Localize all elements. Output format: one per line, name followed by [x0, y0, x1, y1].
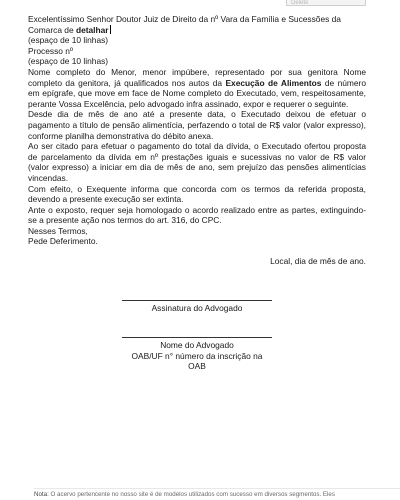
salutation-bold-text: detalhar	[75, 24, 109, 35]
signature-block	[122, 300, 272, 314]
paragraph-debt: Desde dia de mês de ano até a presente data, o Executado deixou de efetuar o pagamento a título de pensão alimentícia, perfazendo o total de R$ valor (valor expresso), conforme planilha demonstrativa do débito anexa.	[28, 109, 366, 141]
footer-note	[34, 488, 400, 499]
paragraph-request: Ante o exposto, requer seja homologado o acordo realizado entre as partes, extinguindo-se a presente ação nos termos do art. 316, do CPC.	[28, 204, 366, 226]
signature-line	[122, 300, 272, 301]
paragraph-agreement: Com efeito, o Exequente informa que concorda com os termos da referida proposta, devendo a presente execução ser extinta.	[28, 183, 366, 205]
closing-request: Pede Deferimento.	[28, 236, 98, 247]
signature-label: Assinatura do Advogado	[151, 302, 243, 313]
paragraph-intro-bold: Execução de Alimentos	[225, 77, 322, 88]
place-date: Local, dia de mês de ano.	[270, 256, 366, 267]
space-note-1: (espaço de 10 linhas)	[28, 35, 109, 46]
delete-button[interactable]: Delete	[286, 0, 366, 6]
lawyer-oab: OAB/UF n° número da inscrição na OAB	[131, 350, 263, 372]
paragraph-intro-text-2: de número em epígrafe, que move em face de Nome completo do Executado, vem, respeitosamente, perante Vossa Excelência, pelo advogado infra assinado, expor e requerer o seguinte.	[28, 77, 366, 109]
document-body	[28, 14, 366, 372]
text-cursor	[110, 25, 111, 34]
closing-terms: Nesses Termos,	[28, 225, 88, 236]
lawyer-signature-line	[122, 337, 272, 338]
lawyer-block	[122, 337, 272, 372]
footer-note-text: O acervo pertencente no nosso site é de modelos utilizados com sucesso em diversos segmentos. Eles	[48, 491, 335, 498]
space-note-2: (espaço de 10 linhas)	[28, 56, 109, 67]
salutation	[28, 14, 366, 35]
process-number: Processo nº	[28, 45, 73, 56]
paragraph-proposal: Ao ser citado para efetuar o pagamento do total da dívida, o Executado ofertou proposta de parcelamento da dívida em nº prestações iguais e sucessivas no valor de R$ valor (valor expresso) a iniciar em dia de mês de ano, sem prejuízo das pensões alimentícias vincendas.	[28, 141, 366, 183]
salutation-text: Excelentíssimo Senhor Doutor Juiz de Direito da nº Vara da Família e Sucessões da Comarca de	[28, 14, 341, 35]
footer-note-label: Nota:	[34, 491, 49, 498]
paragraph-intro	[28, 67, 366, 109]
lawyer-name: Nome do Advogado	[160, 340, 234, 351]
paragraph-intro-text-1: Nome completo do Menor, menor impúbere, representado por sua genitora Nome completo da genitora, já qualificados nos autos da	[28, 66, 366, 88]
